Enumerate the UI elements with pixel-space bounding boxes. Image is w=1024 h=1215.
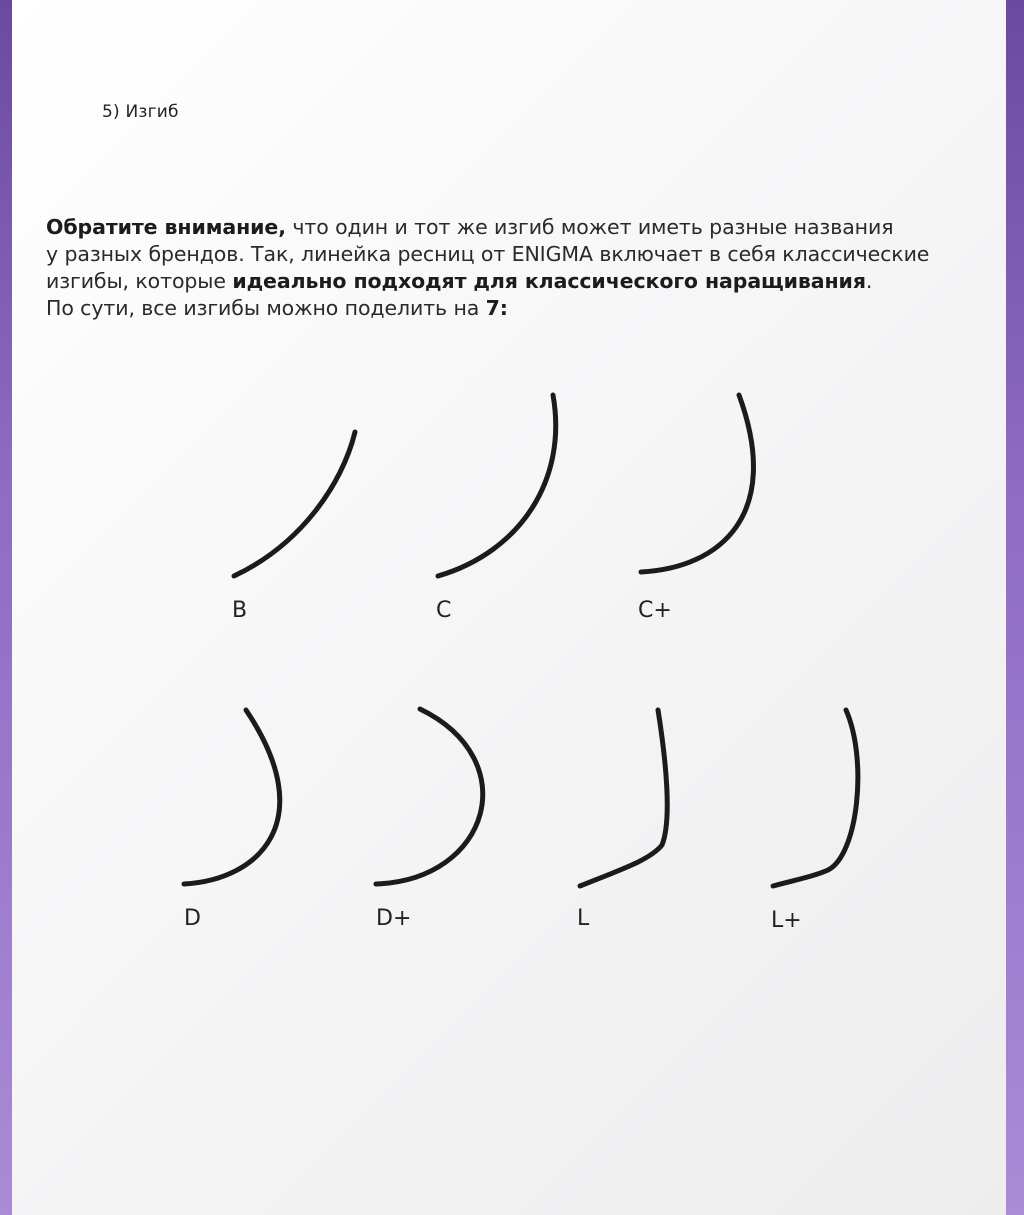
curl-d-icon <box>184 710 280 884</box>
curl-label-dplus: D+ <box>376 906 412 931</box>
curl-label-c: C <box>436 598 452 623</box>
brand-name: ENIGMA <box>511 242 593 266</box>
paragraph-line-2: у разных брендов. Так, линейка ресниц от ENIGMA включает в себя классические <box>46 242 930 266</box>
paragraph-line-3: изгибы, которые идеально подходят для классического наращивания. <box>46 269 873 293</box>
paragraph-line-1: Обратите внимание, что один и тот же изгиб может иметь разные названия <box>46 215 894 239</box>
curl-label-b: B <box>232 598 248 623</box>
curl-count-bold: 7: <box>485 296 508 320</box>
curl-b-icon <box>234 432 355 576</box>
curl-label-d: D <box>184 906 201 931</box>
curl-dplus-icon <box>376 709 483 884</box>
curl-label-cplus: C+ <box>638 598 672 623</box>
curl-cplus-icon <box>641 395 753 572</box>
curl-label-lplus: L+ <box>771 908 802 933</box>
classic-extension-bold: идеально подходят для классического наращивания <box>232 269 866 293</box>
attention-bold: Обратите внимание, <box>46 215 286 239</box>
curl-label-l: L <box>577 906 590 931</box>
curl-c-icon <box>438 395 556 576</box>
section-heading: 5) Изгиб <box>102 102 179 122</box>
paragraph-line-4: По сути, все изгибы можно поделить на 7: <box>46 296 508 320</box>
curl-l-icon <box>580 710 667 886</box>
curl-lplus-icon <box>773 710 858 886</box>
